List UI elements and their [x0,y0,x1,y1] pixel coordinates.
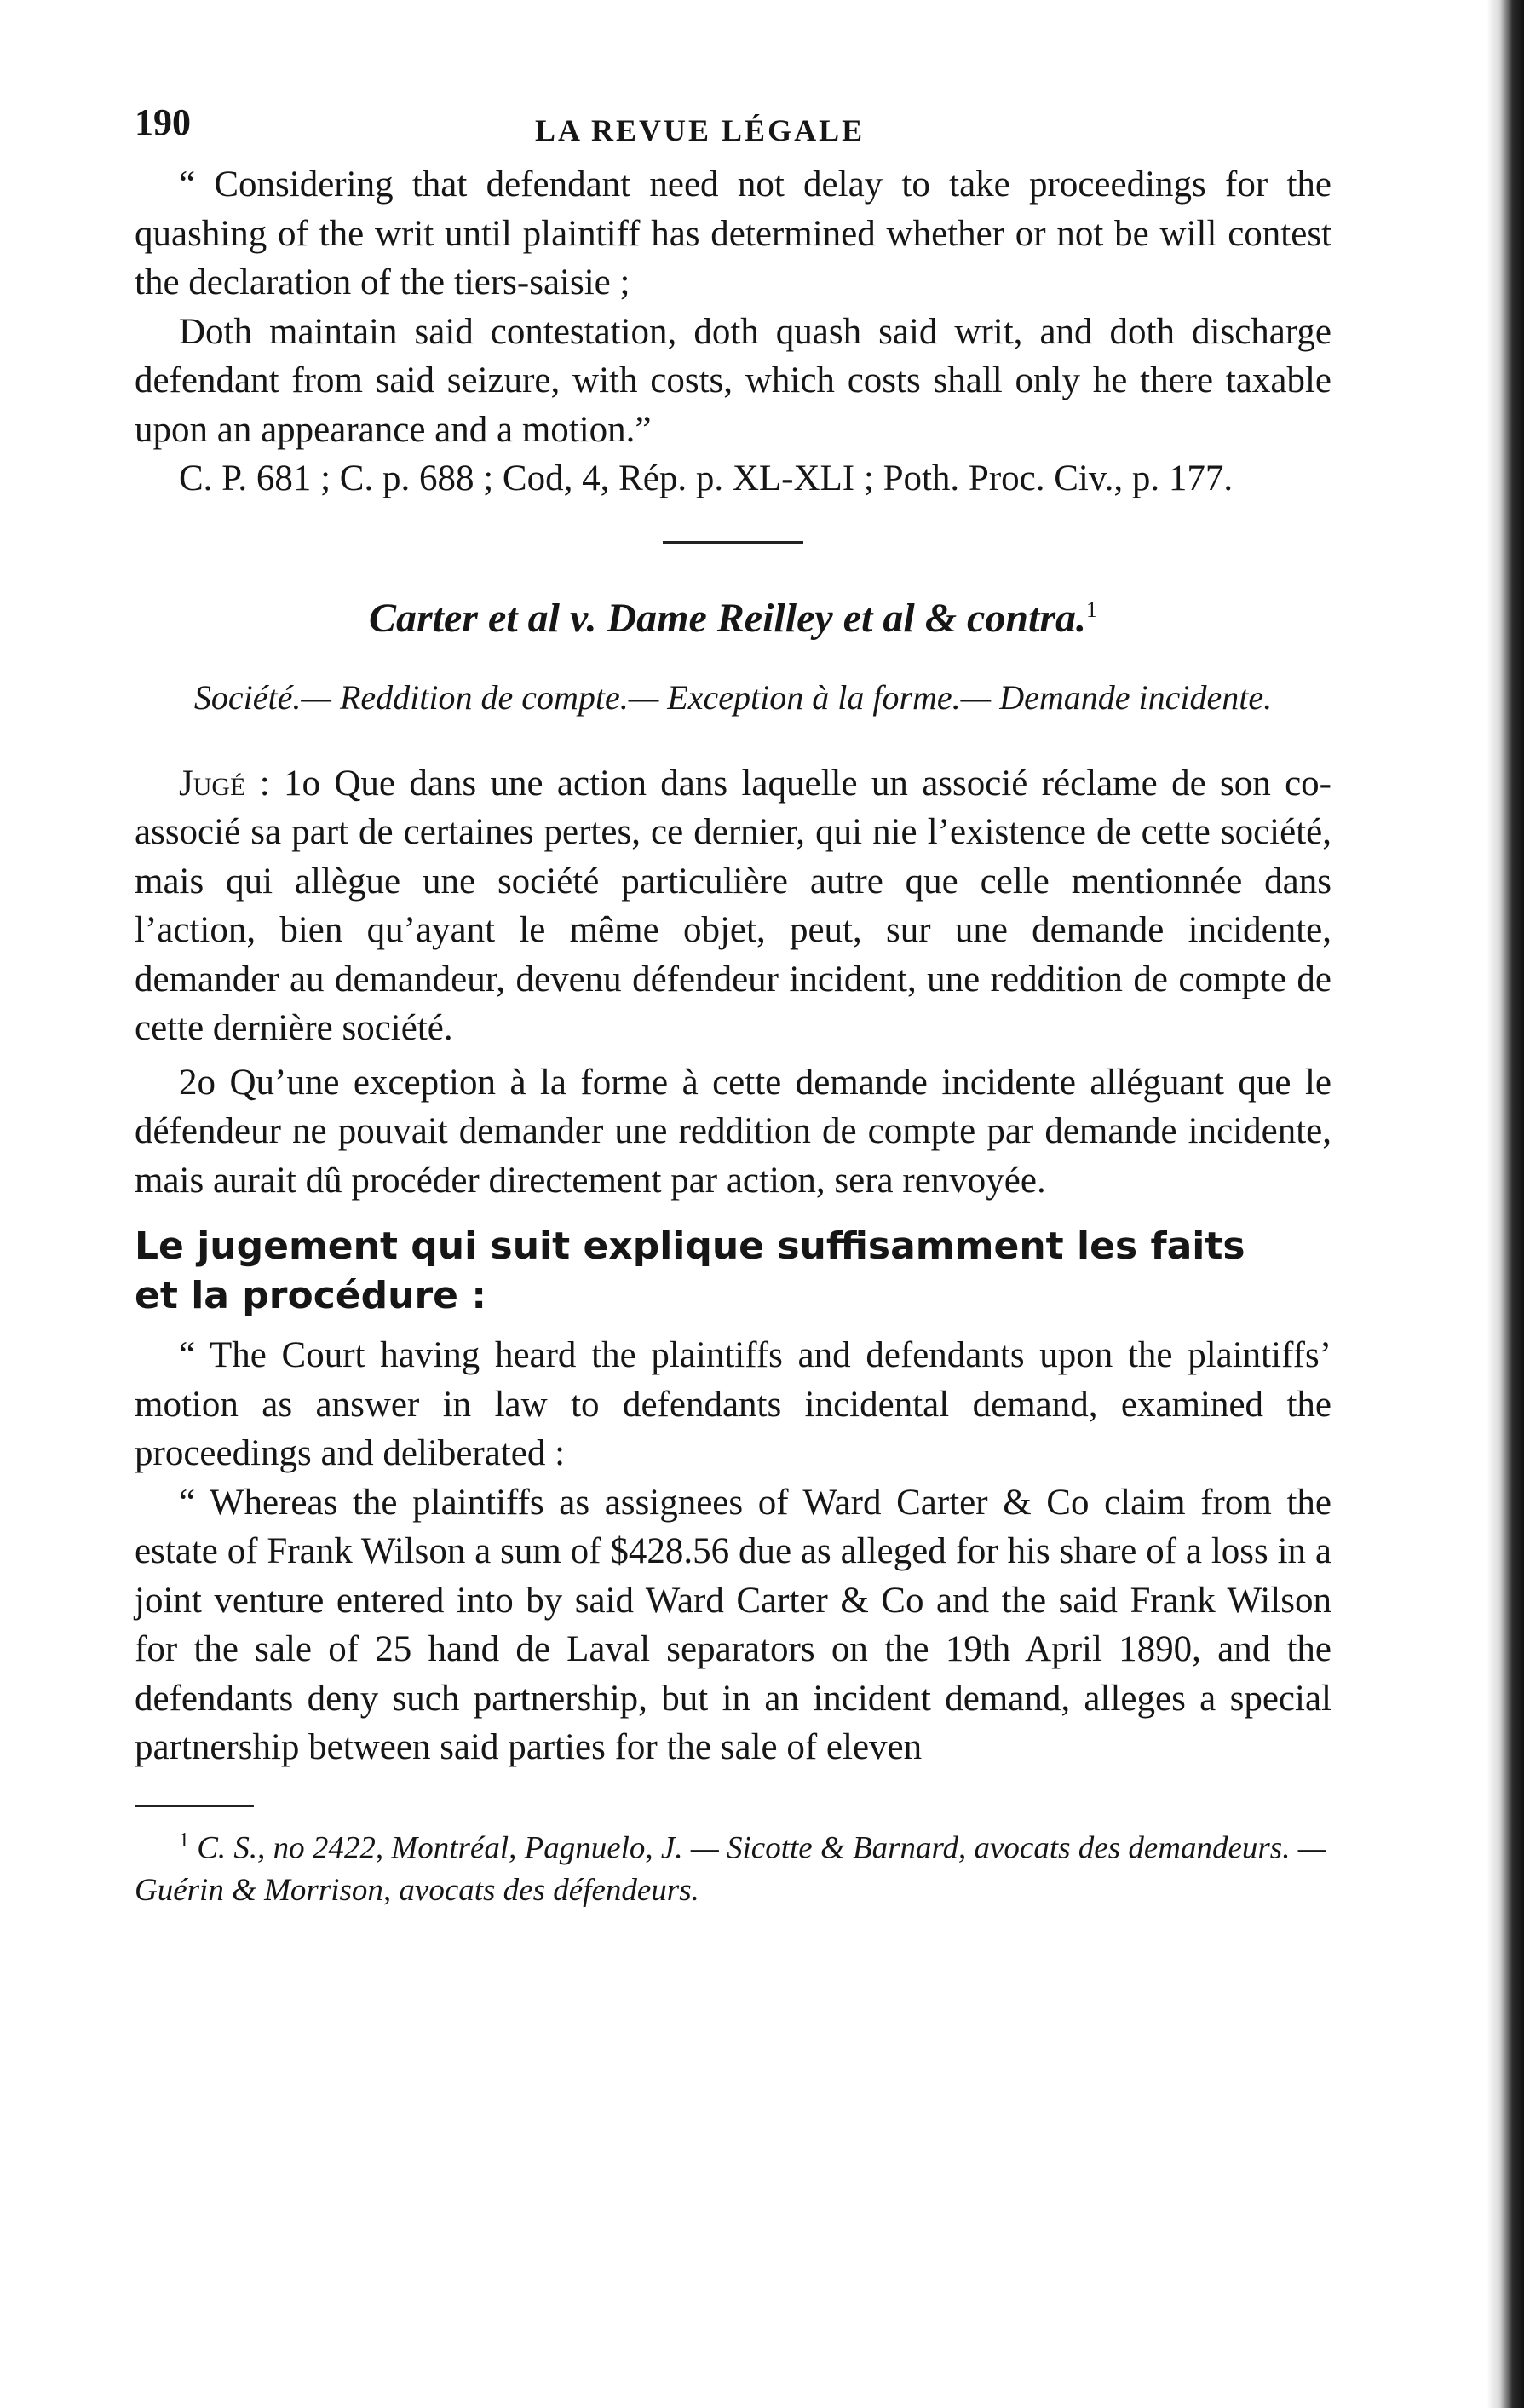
judgment-paragraph-2: “ Whereas the plaintiffs as assignees of Ward Carter & Co claim from the estate of Frank Wilson a sum of $428.56 due as alleged for his share of a loss in a joint venture entered into by said Ward Carter & Co and the said Frank Wilson for the sale of 25 hand de Laval separators on the 19th April 1890, and the defendants deny such partnership, but in an incident demand, alleges a special partnership between said parties for the sale of eleven [135,1482,1331,1767]
page-header [135,101,1331,160]
case-title [135,595,1331,642]
running-head: LA REVUE LÉGALE [535,113,866,147]
scanned-page-edge [1487,0,1524,2408]
continuation-paragraph-2: Doth maintain said contestation, doth quash said writ, and doth discharge defendant from said seizure, with costs, which costs shall only he there taxable upon an appearance and a motion.” [135,311,1331,450]
holding-2: 2o Qu’une exception à la forme à cette demande incidente alléguant que le défendeur ne pouvait demander une reddition de compte par demande incidente, mais aurait dû procéder directement par action, sera renvoyée. [135,1062,1331,1201]
judgment-paragraph-1: “ The Court having heard the plaintiffs and defendants upon the plaintiffs’ motion as answer in law to defendants incidental demand, examined the proceedings and deliberated : [135,1335,1331,1473]
case-subject: Société.— Reddition de compte.— Exception à la forme.— Demande incidente. [193,677,1273,717]
facts-heading [135,1222,1331,1321]
citations: C. P. 681 ; C. p. 688 ; Cod, 4, Rép. p. XL-XLI ; Poth. Proc. Civ., p. 177. [179,458,1234,498]
facts-heading-line-2: et la procédure : [135,1274,486,1317]
facts-heading-line-1: Le jugement qui suit explique suffisamment les faits [135,1224,1245,1268]
case-footnote-marker: 1 [1086,596,1098,622]
holding-1 [135,759,1331,1053]
footnote-marker: 1 [179,1829,189,1852]
case-title-text: Carter et al v. Dame Reilley et al & contra. [368,595,1087,641]
section-divider [663,541,803,544]
footnote [135,1819,1331,1912]
page-number: 190 [135,101,191,143]
document-page [135,101,1331,1912]
footnote-divider [135,1805,254,1807]
footnote-text: C. S., no 2422, Montréal, Pagnuelo, J. — Sicotte & Barnard, avocats des demandeurs. — Guérin & Morrison, avocats des défendeurs. [135,1829,1326,1908]
holding-1-text: 1o Que dans une action dans laquelle un associé réclame de son co-associé sa part de certaines pertes, ce dernier, qui nie l’existence de cette société, mais qui allègue une société particulière autre que celle mentionnée dans l’action, bien qu’ayant le même objet, peut, sur une demande incidente, demander au demandeur, devenu défendeur incident, une reddition de compte de cette dernière société. [135,763,1331,1048]
continuation-paragraph-1: “ Considering that defendant need not delay to take proceedings for the quashing of the writ until plaintiff has determined whether or not be will contest the declaration of the tiers-saisie ; [135,164,1331,302]
juge-label: Jugé : [179,763,270,804]
